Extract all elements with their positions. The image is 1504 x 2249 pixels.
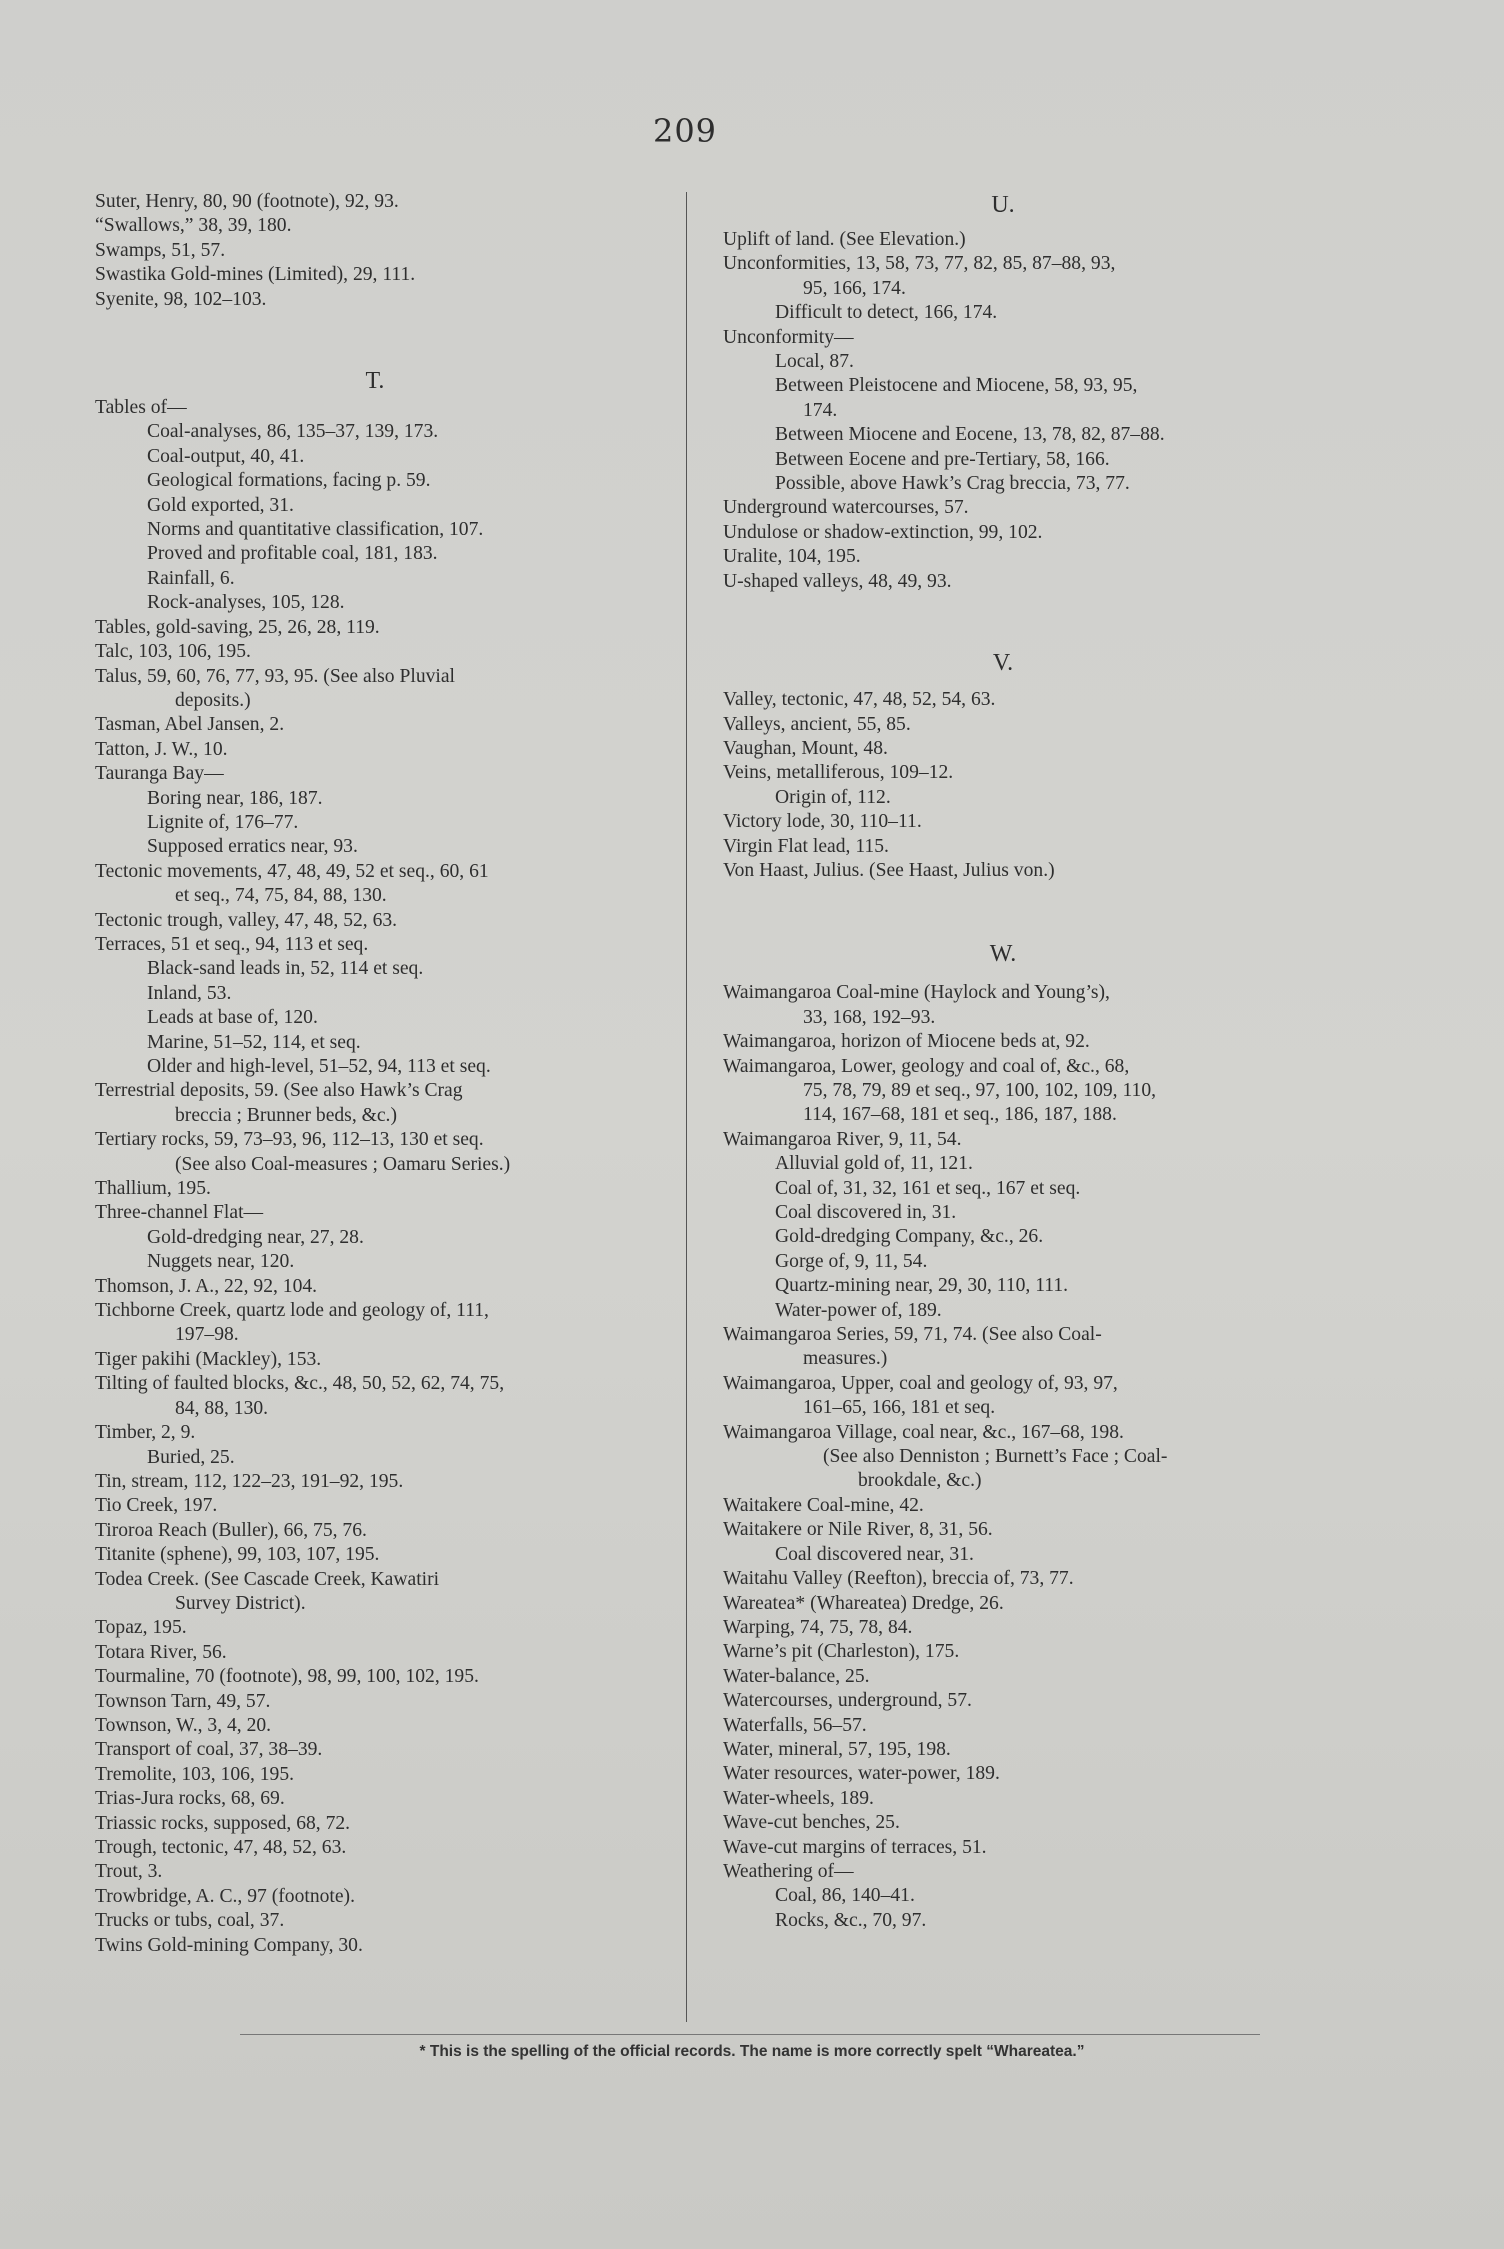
index-entry: Trucks or tubs, coal, 37. (95, 1910, 285, 1932)
index-subentry: Between Miocene and Eocene, 13, 78, 82, 87–88. (775, 424, 1165, 446)
index-entry: Unconformities, 13, 58, 73, 77, 82, 85, 87–88, 93, (723, 253, 1116, 275)
index-entry: Tichborne Creek, quartz lode and geology of, 111, (95, 1300, 489, 1322)
index-entry: Tables, gold-saving, 25, 26, 28, 119. (95, 616, 380, 638)
index-subentry: Lignite of, 176–77. (147, 811, 299, 833)
index-entry: Townson Tarn, 49, 57. (95, 1690, 271, 1712)
index-entry: Terraces, 51 et seq., 94, 113 et seq. (95, 933, 369, 955)
index-entry: Underground watercourses, 57. (723, 497, 969, 519)
index-entry: Tourmaline, 70 (footnote), 98, 99, 100, 102, 195. (95, 1666, 479, 1688)
index-entry: Warping, 74, 75, 78, 84. (723, 1616, 913, 1638)
index-entry: Trough, tectonic, 47, 48, 52, 63. (95, 1837, 347, 1858)
index-entry: Townson, W., 3, 4, 20. (95, 1714, 272, 1736)
index-entry: Syenite, 98, 102–103. (95, 288, 267, 310)
index-entry: Swastika Gold-mines (Limited), 29, 111. (95, 264, 416, 286)
index-subentry: Gold exported, 31. (147, 494, 294, 516)
section-gap (723, 883, 1283, 939)
footnote: * This is the spelling of the official records. The name is more correctly spelt “Whareatea.” (419, 2043, 1085, 2060)
index-subentry: Quartz-mining near, 29, 30, 110, 111. (775, 1275, 1069, 1297)
column-divider (686, 192, 687, 2022)
index-entry: Terrestrial deposits, 59. (See also Hawk’s Crag (95, 1080, 463, 1102)
index-entry: Waimangaroa, horizon of Miocene beds at, 92. (723, 1031, 1090, 1053)
index-subentry: Between Pleistocene and Miocene, 58, 93, 95, (775, 375, 1138, 397)
index-entry: Tiroroa Reach (Buller), 66, 75, 76. (95, 1519, 367, 1541)
index-entry: Weathering of— (723, 1860, 854, 1882)
index-subentry: Marine, 51–52, 114, et seq. (147, 1031, 361, 1053)
index-subentry: Survey District). (175, 1592, 306, 1614)
index-subentry: Rainfall, 6. (147, 567, 235, 589)
index-subentry: 95, 166, 174. (803, 277, 906, 299)
index-subentry: Local, 87. (775, 351, 854, 373)
section-heading: T. (365, 368, 385, 395)
index-entry: Wave-cut margins of terraces, 51. (723, 1836, 987, 1858)
index-subentry: 33, 168, 192–93. (803, 1006, 936, 1028)
section-heading: V. (992, 650, 1014, 677)
index-entry: Waimangaroa, Upper, coal and geology of, 93, 97, (723, 1372, 1118, 1394)
index-entry: Tremolite, 103, 106, 195. (95, 1763, 295, 1785)
index-entry: “Swallows,” 38, 39, 180. (95, 215, 292, 237)
index-entry: Tilting of faulted blocks, &c., 48, 50, 52, 62, 74, 75, (95, 1373, 505, 1395)
index-entry: Uplift of land. (See Elevation.) (723, 229, 966, 250)
index-subentry: Boring near, 186, 187. (147, 787, 323, 809)
index-entry: Topaz, 195. (95, 1617, 187, 1639)
index-subentry: Between Eocene and pre-Tertiary, 58, 166. (775, 448, 1110, 470)
index-subentry: Possible, above Hawk’s Crag breccia, 73, 77. (775, 473, 1130, 495)
index-entry: Swamps, 51, 57. (95, 239, 226, 261)
index-subentry: 174. (803, 399, 838, 421)
section-gap (723, 220, 1283, 228)
index-subentry: Norms and quantitative classification, 107. (147, 519, 484, 541)
index-entry: Tatton, J. W., 10. (95, 738, 228, 760)
index-subentry: Geological formations, facing p. 59. (147, 470, 431, 492)
index-entry: Suter, Henry, 80, 90 (footnote), 92, 93. (95, 191, 399, 212)
index-entry: Timber, 2, 9. (95, 1422, 196, 1444)
index-subentry: Older and high-level, 51–52, 94, 113 et seq. (147, 1056, 491, 1077)
index-subentry: Coal discovered in, 31. (775, 1202, 957, 1223)
index-entry: Unconformity— (723, 326, 854, 348)
section-gap (723, 594, 1283, 648)
index-subentry: Coal of, 31, 32, 161 et seq., 167 et seq. (775, 1177, 1081, 1199)
index-entry: Waimangaroa Series, 59, 71, 74. (See also Coal- (723, 1324, 1102, 1346)
index-subentry: Rocks, &c., 70, 97. (775, 1909, 927, 1931)
index-entry: Waimangaroa River, 9, 11, 54. (723, 1128, 962, 1150)
index-entry: Waitakere Coal-mine, 42. (723, 1494, 924, 1516)
index-subentry: Coal-analyses, 86, 135–37, 139, 173. (147, 421, 439, 443)
index-subentry: Origin of, 112. (775, 786, 891, 808)
index-entry: Tasman, Abel Jansen, 2. (95, 714, 285, 736)
index-subentry: Supposed erratics near, 93. (147, 836, 358, 858)
section-gap (95, 312, 655, 366)
index-subentry: Gorge of, 9, 11, 54. (775, 1250, 928, 1272)
index-subentry: brookdale, &c.) (858, 1470, 982, 1492)
index-subentry: Coal, 86, 140–41. (775, 1885, 915, 1907)
index-subentry: Coal-output, 40, 41. (147, 445, 305, 467)
index-entry: Veins, metalliferous, 109–12. (723, 762, 954, 784)
index-entry: Tectonic movements, 47, 48, 49, 52 et seq., 60, 61 (95, 860, 489, 882)
index-entry: Water-balance, 25. (723, 1665, 870, 1687)
index-subentry: deposits.) (175, 689, 251, 711)
index-subentry: Difficult to detect, 166, 174. (775, 302, 998, 324)
index-entry: Trout, 3. (95, 1861, 163, 1883)
section-heading: W. (989, 941, 1017, 968)
index-entry: Victory lode, 30, 110–11. (723, 811, 922, 833)
index-subentry: 75, 78, 79, 89 et seq., 97, 100, 102, 109, 110, (803, 1079, 1157, 1101)
index-entry: Trowbridge, A. C., 97 (footnote). (95, 1885, 355, 1907)
index-subentry: Alluvial gold of, 11, 121. (775, 1153, 973, 1175)
index-column-right (723, 190, 1283, 1933)
index-entry: Undulose or shadow-extinction, 99, 102. (723, 521, 1043, 543)
index-entry: Tin, stream, 112, 122–23, 191–92, 195. (95, 1470, 404, 1492)
index-subentry: measures.) (803, 1348, 888, 1370)
index-subentry: 197–98. (175, 1324, 239, 1346)
index-entry: Waitakere or Nile River, 8, 31, 56. (723, 1519, 993, 1541)
index-entry: Valley, tectonic, 47, 48, 52, 54, 63. (723, 689, 996, 711)
index-entry: Waitahu Valley (Reefton), breccia of, 73, 77. (723, 1568, 1074, 1590)
index-subentry: Proved and profitable coal, 181, 183. (147, 543, 438, 565)
index-subentry: 114, 167–68, 181 et seq., 186, 187, 188. (803, 1104, 1117, 1126)
index-entry: Thallium, 195. (95, 1178, 211, 1200)
index-subentry: Nuggets near, 120. (147, 1251, 295, 1273)
index-subentry: Coal discovered near, 31. (775, 1543, 974, 1565)
index-entry: Thomson, J. A., 22, 92, 104. (95, 1275, 318, 1297)
index-entry: Waterfalls, 56–57. (723, 1714, 867, 1736)
index-entry: Waimangaroa Village, coal near, &c., 167–68, 198. (723, 1421, 1124, 1443)
index-entry: Trias-Jura rocks, 68, 69. (95, 1788, 285, 1810)
index-entry: Transport of coal, 37, 38–39. (95, 1739, 323, 1761)
index-entry: Water, mineral, 57, 195, 198. (723, 1738, 951, 1760)
index-subentry: Leads at base of, 120. (147, 1007, 318, 1029)
index-entry: Vaughan, Mount, 48. (723, 737, 888, 759)
index-entry: Three-channel Flat— (95, 1202, 264, 1224)
index-entry: Titanite (sphene), 99, 103, 107, 195. (95, 1544, 380, 1566)
index-entry: Talc, 103, 106, 195. (95, 641, 251, 663)
section-gap (723, 678, 1283, 688)
index-entry: Tertiary rocks, 59, 73–93, 96, 112–13, 130 et seq. (95, 1129, 484, 1151)
index-entry: Triassic rocks, supposed, 68, 72. (95, 1812, 351, 1834)
index-entry: Tables of— (95, 397, 187, 419)
index-entry: Waimangaroa Coal-mine (Haylock and Young’s), (723, 982, 1110, 1004)
index-subentry: Rock-analyses, 105, 128. (147, 592, 345, 614)
footnote-rule (240, 2034, 1260, 2035)
index-entry: Uralite, 104, 195. (723, 546, 861, 568)
index-entry: Tiger pakihi (Mackley), 153. (95, 1348, 322, 1370)
index-entry: Tectonic trough, valley, 47, 48, 52, 63. (95, 909, 398, 931)
index-subentry: Buried, 25. (147, 1446, 235, 1468)
index-entry: Totara River, 56. (95, 1641, 227, 1663)
page-number: 209 (652, 112, 718, 150)
index-subentry: Gold-dredging Company, &c., 26. (775, 1226, 1044, 1248)
section-heading: U. (991, 192, 1015, 218)
index-entry: Water-wheels, 189. (723, 1787, 874, 1809)
index-entry: Von Haast, Julius. (See Haast, Julius von.) (723, 859, 1055, 881)
index-entry: Warne’s pit (Charleston), 175. (723, 1641, 960, 1663)
index-subentry: (See also Coal-measures ; Oamaru Series.) (175, 1153, 511, 1175)
index-entry: Tio Creek, 197. (95, 1495, 218, 1517)
index-entry: Water resources, water-power, 189. (723, 1763, 1000, 1785)
index-subentry: 161–65, 166, 181 et seq. (803, 1397, 996, 1419)
index-subentry: Gold-dredging near, 27, 28. (147, 1226, 364, 1248)
index-entry: Valleys, ancient, 55, 85. (723, 713, 911, 735)
index-entry: Waimangaroa, Lower, geology and coal of, &c., 68, (723, 1055, 1130, 1077)
index-entry: Wareatea* (Whareatea) Dredge, 26. (723, 1592, 1004, 1614)
index-subentry: et seq., 74, 75, 84, 88, 130. (175, 885, 387, 907)
index-subentry: 84, 88, 130. (175, 1397, 269, 1419)
index-entry: Watercourses, underground, 57. (723, 1690, 972, 1712)
section-gap (723, 969, 1283, 981)
index-subentry: Water-power of, 189. (775, 1299, 942, 1321)
index-entry: Twins Gold-mining Company, 30. (95, 1934, 363, 1956)
index-subentry: Black-sand leads in, 52, 114 et seq. (147, 958, 424, 980)
index-entry: Wave-cut benches, 25. (723, 1812, 900, 1834)
index-entry: Virgin Flat lead, 115. (723, 835, 889, 857)
index-entry: Talus, 59, 60, 76, 77, 93, 95. (See also Pluvial (95, 665, 455, 687)
index-subentry: Inland, 53. (147, 982, 232, 1004)
index-subentry: breccia ; Brunner beds, &c.) (175, 1104, 397, 1126)
index-column-left (95, 190, 655, 1958)
index-subentry: (See also Denniston ; Burnett’s Face ; Coal- (823, 1446, 1168, 1468)
index-entry: Tauranga Bay— (95, 763, 224, 785)
index-entry: U-shaped valleys, 48, 49, 93. (723, 570, 952, 592)
index-entry: Todea Creek. (See Cascade Creek, Kawatiri (95, 1568, 440, 1590)
